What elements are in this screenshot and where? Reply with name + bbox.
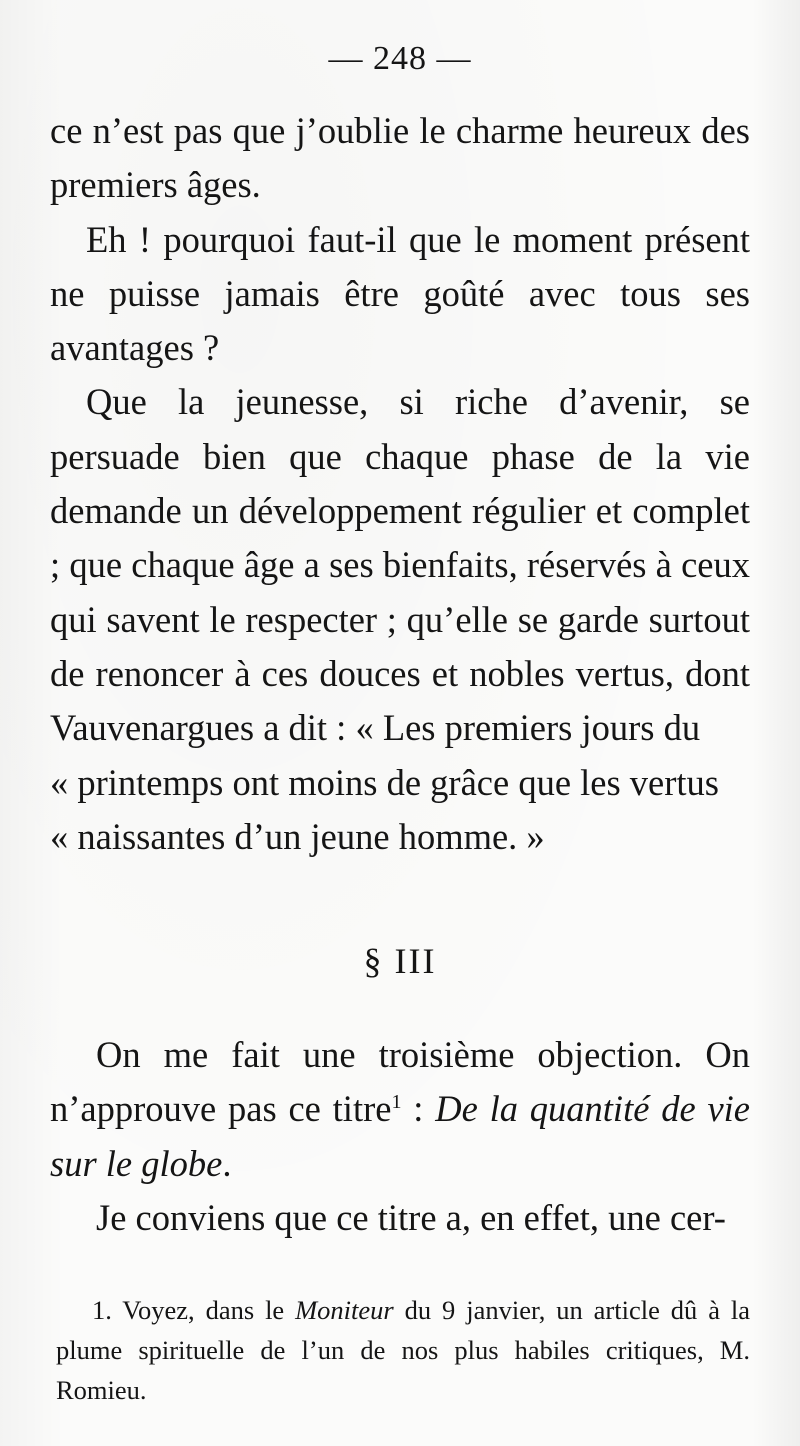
main-text-block (50, 104, 750, 864)
book-title: De la quantité de vie sur le globe (50, 1088, 750, 1184)
quote-line: « printemps ont moins de grâce que les vertus (50, 761, 720, 803)
paragraph (50, 1028, 750, 1191)
journal-name: Moniteur (295, 1295, 394, 1325)
paragraph: Eh ! pourquoi faut-il que le moment présent ne puisse jamais être goûté avec tous ses avantages ? (50, 218, 750, 369)
footnote-number: 1. (92, 1295, 112, 1325)
footnote-text-part: Voyez, dans le (111, 1295, 296, 1325)
footnote-text-part: du 9 janvier, un article dû à la plume spirituelle de l’un de nos plus habiles critiques, M. Romieu. (56, 1295, 750, 1405)
quote-line: « naissantes d’un jeune homme. » (50, 815, 545, 857)
paragraph-text: . (222, 1142, 232, 1184)
paragraph: Que la jeunesse, si riche d’avenir, se persuade bien que chaque phase de la vie demande un développement régulier et complet ; que chaque âge a ses bienfaits, réservés à ceux qui savent le respecter ; qu’elle se garde surtout de renoncer à ces douces et nobles vertus, dont Vauvenargues a dit : « Les premiers jours du (50, 381, 750, 749)
paragraph-text: : (401, 1088, 436, 1130)
footnote-reference: 1 (391, 1091, 402, 1114)
section-text-block (50, 1028, 750, 1245)
footnote-text (56, 1290, 750, 1410)
paragraph-continuation: ce n’est pas que j’oublie le charme heureux des premiers âges. (50, 110, 750, 206)
footnote (56, 1290, 750, 1410)
section-heading: § III (363, 941, 437, 981)
paragraph: Je conviens que ce titre a, en effet, une cer- (96, 1196, 726, 1238)
page-number: — 248 — (328, 40, 472, 77)
paragraph-text: On me fait une troisième objection. On n’approuve pas ce titre (50, 1034, 750, 1130)
